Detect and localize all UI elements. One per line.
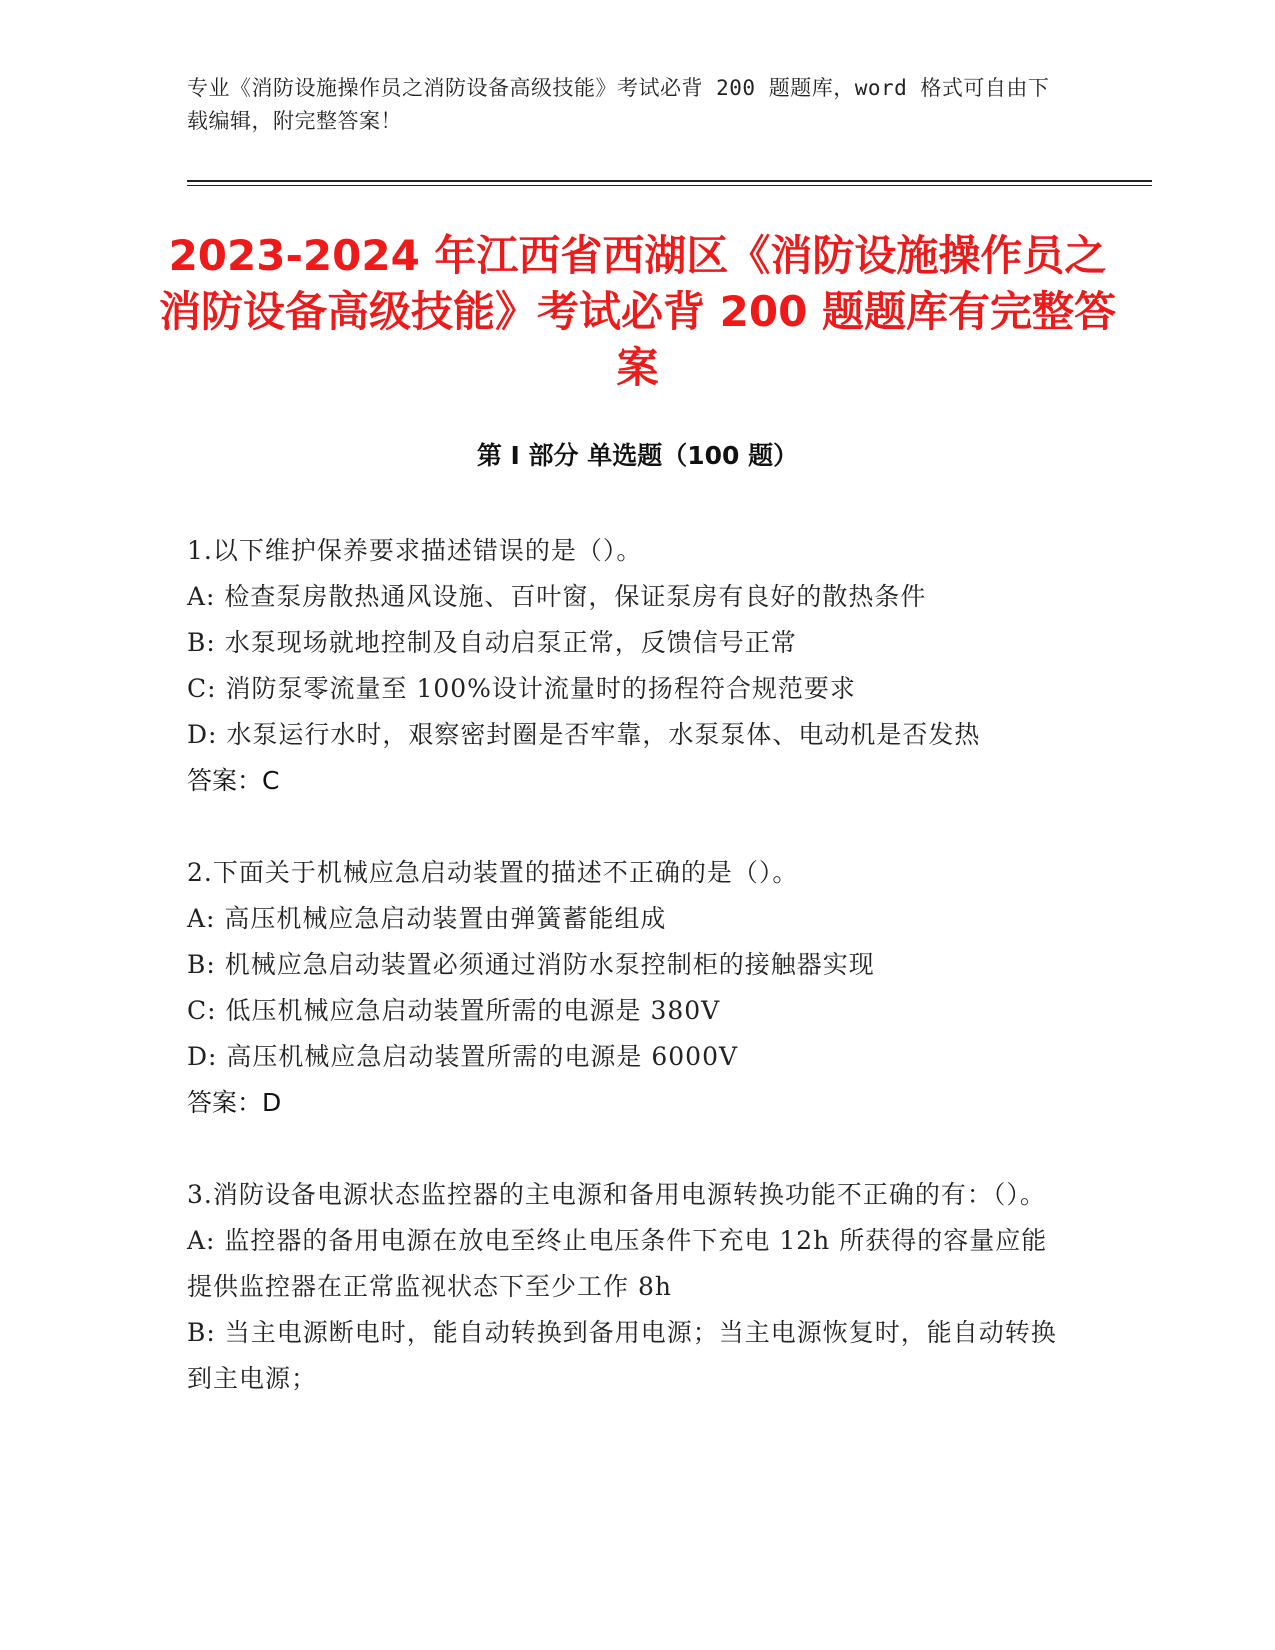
option-c: C: 消防泵零流量至 100%设计流量时的扬程符合规范要求 [187,674,856,703]
option-a: A: 监控器的备用电源在放电至终止电压条件下充电 12h 所获得的容量应能提供监控器在正常监视状态下至少工作 8h [187,1226,1048,1301]
question-stem: 2.下面关于机械应急启动装置的描述不正确的是（）。 [187,858,799,887]
question-1 [187,528,1067,804]
question-3 [187,1172,1067,1402]
header-note: 专业《消防设施操作员之消防设备高级技能》考试必背 200 题题库，word 格式可自由下载编辑，附完整答案！ [187,76,1050,133]
option-c: C: 低压机械应急启动装置所需的电源是 380V [187,996,721,1025]
question-list [187,528,1067,1448]
option-b: B: 机械应急启动装置必须通过消防水泵控制柜的接触器实现 [187,950,875,979]
answer-label: 答案：D [187,1088,282,1117]
option-b: B: 水泵现场就地控制及自动启泵正常，反馈信号正常 [187,628,797,657]
section-title: 第 I 部分 单选题（100 题） [476,441,799,470]
option-b: B: 当主电源断电时，能自动转换到备用电源；当主电源恢复时，能自动转换到主电源； [187,1318,1057,1393]
option-d: D: 高压机械应急启动装置所需的电源是 6000V [187,1042,739,1071]
option-a: A: 高压机械应急启动装置由弹簧蓄能组成 [187,904,667,933]
question-stem: 3.消防设备电源状态监控器的主电源和备用电源转换功能不正确的有：（）。 [187,1180,1046,1209]
header-divider-thin [187,185,1152,186]
option-d: D: 水泵运行水时，艰察密封圈是否牢靠，水泵泵体、电动机是否发热 [187,720,981,749]
option-a: A: 检查泵房散热通风设施、百叶窗，保证泵房有良好的散热条件 [187,582,927,611]
question-stem: 1.以下维护保养要求描述错误的是（）。 [187,536,643,565]
question-2 [187,850,1067,1126]
document-title: 2023-2024 年江西省西湖区《消防设施操作员之消防设备高级技能》考试必背 200 题题库有完整答案 [159,231,1116,392]
header-divider-thick [187,180,1152,182]
answer-label: 答案：C [187,766,280,795]
